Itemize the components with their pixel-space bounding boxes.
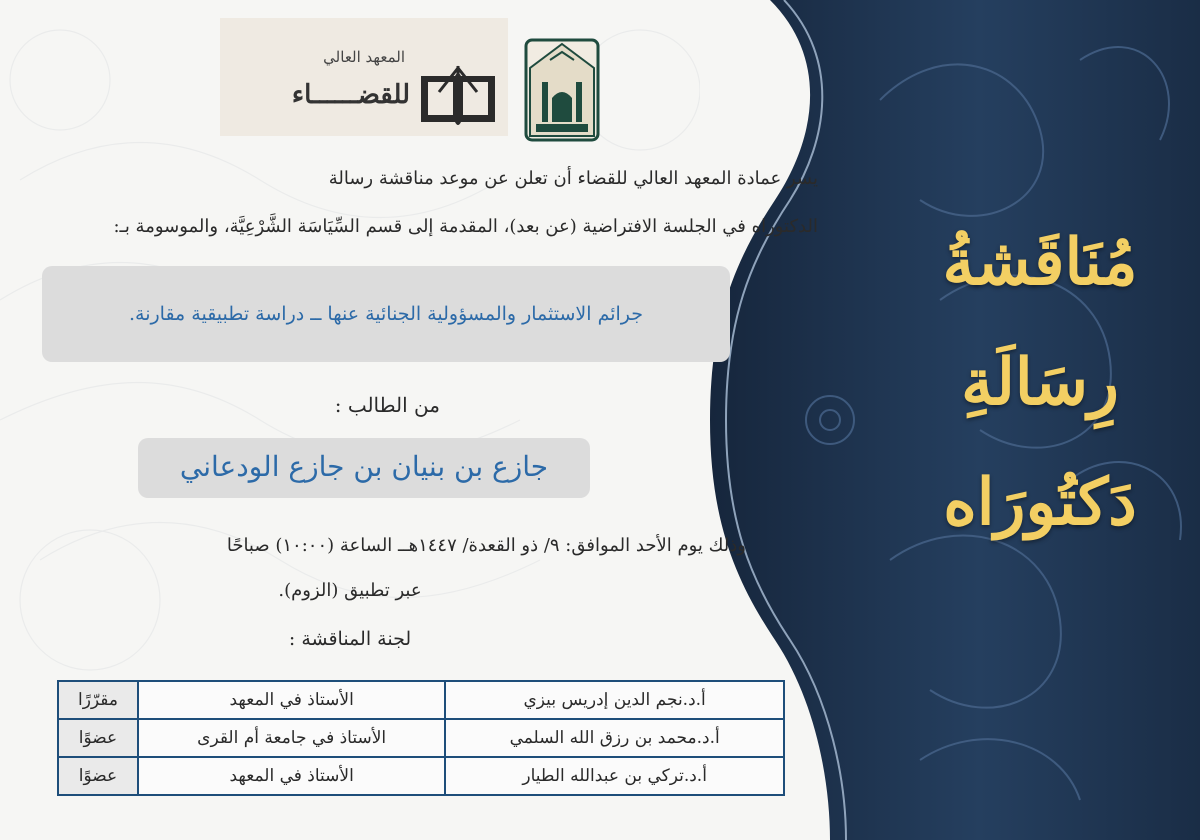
student-name-box [138, 438, 590, 498]
schedule-line-1: وذلك يوم الأحد الموافق: ٩/ ذو القعدة/ ١٤٤٧هــ الساعة (١٠:٠٠) صباحًا [226, 535, 746, 556]
institute-name-line-1: المعهد العالي [323, 48, 405, 66]
schedule-line-2: عبر تطبيق (الزوم). [278, 580, 422, 601]
member-position: الأستاذ في المعهد [138, 757, 445, 795]
member-name: أ.د.نجم الدين إدريس بيزي [445, 681, 784, 719]
table-row [58, 719, 784, 757]
member-position: الأستاذ في جامعة أم القرى [138, 719, 445, 757]
member-role: عضوًا [58, 719, 138, 757]
institute-name-line-2: للقضــــــاء [291, 80, 410, 110]
committee-label: لجنة المناقشة : [288, 628, 412, 650]
member-name: أ.د.محمد بن رزق الله السلمي [445, 719, 784, 757]
title-line-1: مُنَاقَشةُ [942, 225, 1138, 300]
member-position: الأستاذ في المعهد [138, 681, 445, 719]
university-logo-icon [524, 38, 600, 142]
committee-table [57, 680, 785, 796]
intro-line-2: الدكتوراه في الجلسة الافتراضية (عن بعد)، المقدمة إلى قسم السِّيَاسَة الشَّرْعِيَّة، والموسومة بـ: [113, 216, 818, 237]
table-row [58, 681, 784, 719]
logo-area [220, 18, 610, 136]
thesis-title: جرائم الاستثمار والمسؤولية الجنائية عنها ــ دراسة تطبيقية مقارنة. [128, 303, 644, 325]
title-line-2: رِسَالَةِ [961, 345, 1119, 420]
member-role: مقرّرًا [58, 681, 138, 719]
table-row [58, 757, 784, 795]
member-role: عضوًا [58, 757, 138, 795]
member-name: أ.د.تركي بن عبدالله الطيار [445, 757, 784, 795]
student-name: جازع بن بنيان بن جازع الودعاني [179, 450, 549, 483]
student-label: من الطالب : [334, 393, 440, 417]
thesis-title-box [42, 266, 730, 362]
book-scale-logo-icon [413, 62, 503, 130]
title-line-3: دَكتُورَاه [943, 465, 1137, 540]
intro-line-1: يسر عمادة المعهد العالي للقضاء أن تعلن عن موعد مناقشة رسالة [328, 168, 818, 189]
